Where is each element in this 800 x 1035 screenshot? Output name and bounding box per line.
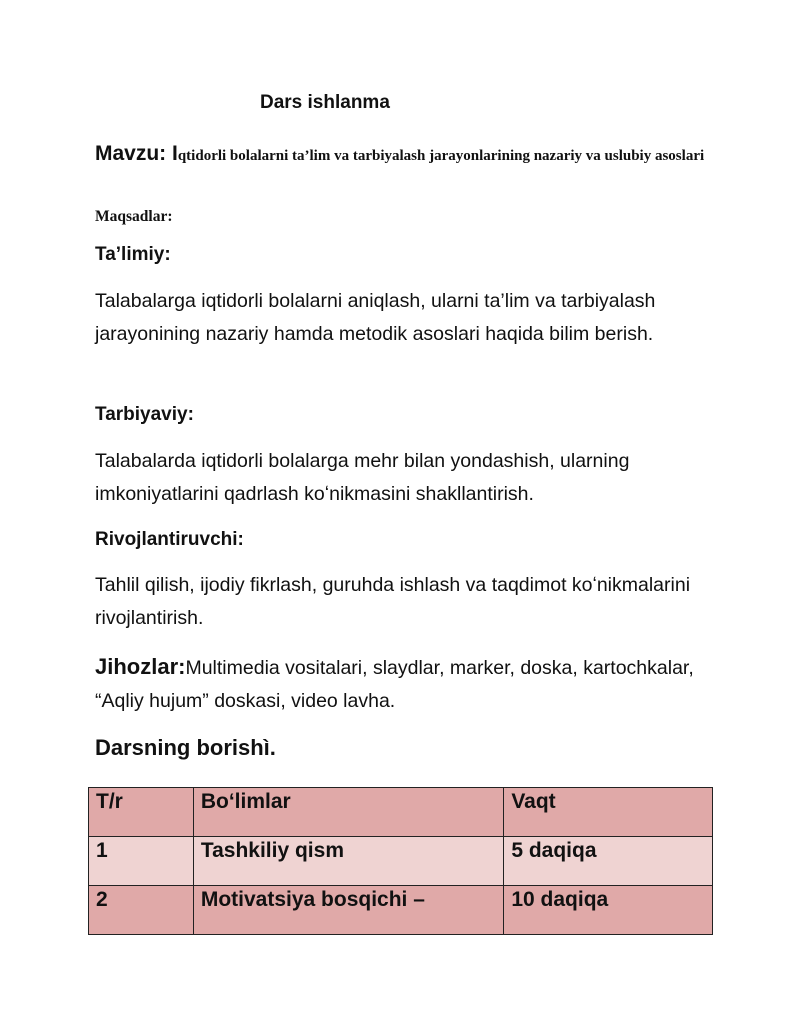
section-text-rivojlantiruvchi: Tahlil qilish, ijodiy fikrlash, guruhda ishlash va taqdimot koʻnikmalarini rivojlantirish. xyxy=(95,574,691,629)
table-cell: 10 daqiqa xyxy=(504,886,713,935)
table-cell: Tashkiliy qism xyxy=(193,837,504,886)
section-heading-rivojlantiruvchi: Rivojlantiruvchi: xyxy=(95,529,244,550)
topic-line xyxy=(95,138,715,172)
equipment-label: Jihozlar: xyxy=(95,654,186,679)
section-text-tarbiyaviy: Talabalarda iqtidorli bolalarga mehr bilan yondashish, ularning imkoniyatlarini qadrlash koʻnikmasini shakllantirish. xyxy=(95,450,630,505)
table-row xyxy=(89,886,713,935)
table-header-cell: T/r xyxy=(89,788,194,837)
topic-label: Mavzu: I xyxy=(95,142,178,165)
table-cell: Motivatsiya bosqichi – xyxy=(193,886,504,935)
table-header-cell: Boʻlimlar xyxy=(193,788,504,837)
section-heading-talimiy: Ta’limiy: xyxy=(95,244,171,265)
table-cell: 2 xyxy=(89,886,194,935)
table-header-row xyxy=(89,788,713,837)
goals-label: Maqsadlar: xyxy=(95,208,173,225)
equipment-paragraph xyxy=(95,650,715,718)
table-row xyxy=(89,837,713,886)
table-cell: 5 daqiqa xyxy=(504,837,713,886)
topic-text: qtidorli bolalarni ta’lim va tarbiyalash jarayonlarining nazariy va uslubiy asoslari xyxy=(177,148,705,164)
table-header-cell: Vaqt xyxy=(504,788,713,837)
section-text-talimiy: Talabalarga iqtidorli bolalarni aniqlash, ularni ta’lim va tarbiyalash jarayonining nazariy hamda metodik asoslari haqida bilim berish. xyxy=(95,290,656,345)
lesson-plan-table xyxy=(88,787,713,935)
section-heading-tarbiyaviy: Tarbiyaviy: xyxy=(95,404,194,425)
lesson-flow-heading: Darsning borishì. xyxy=(95,735,276,760)
equipment-text: Multimedia vositalari, slaydlar, marker, doska, kartochkalar, “Aqliy hujum” doskasi, video lavha. xyxy=(95,657,694,712)
table-cell: 1 xyxy=(89,837,194,886)
document-title: Dars ishlanma xyxy=(260,92,390,113)
